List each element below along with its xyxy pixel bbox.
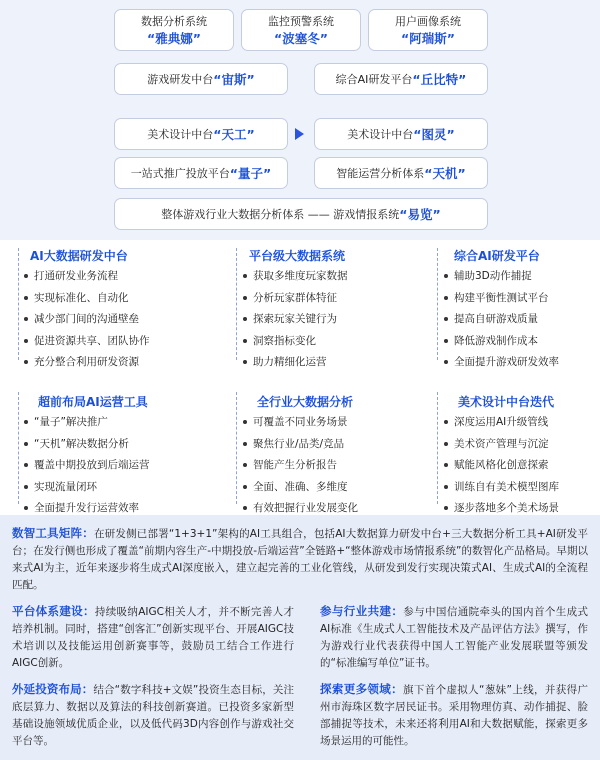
bullet-icon xyxy=(444,420,448,424)
box-label: 综合AI研发平台 xyxy=(335,73,413,86)
box-label: 监控预警系统 xyxy=(268,15,334,28)
list-item: 促进资源共享、团队协作 xyxy=(24,331,174,353)
box-yilan xyxy=(114,198,488,230)
list-item: 全面、准确、多维度 xyxy=(243,477,393,499)
list-item: 美术资产管理与沉淀 xyxy=(444,434,594,456)
platform-text: 持续吸纳AIGC相关人才，并不断完善人才培养机制。同时，搭建“创客汇”创新实现平台、开展AIGC技术培训以及技能运用创新赛事等，鼓励员工结合工作进行AIGC创新。 xyxy=(12,606,294,669)
box-name: “丘比特” xyxy=(412,72,467,87)
box-label: 游戏研发中台 xyxy=(147,73,214,86)
bullet-icon xyxy=(24,463,28,467)
list-item: 逐步落地多个美术场景 xyxy=(444,498,594,520)
bullet-icon xyxy=(444,485,448,489)
column-title: 全行业大数据分析 xyxy=(257,395,354,409)
bullet-icon xyxy=(243,442,247,446)
box-name: “阿瑞斯” xyxy=(401,31,455,46)
list-item: “量子”解决推广 xyxy=(24,412,174,434)
list-item: 打通研发业务流程 xyxy=(24,266,174,288)
box-label: 用户画像系统 xyxy=(395,15,461,28)
box-athena xyxy=(114,9,234,51)
bullet-icon xyxy=(243,274,247,278)
list-item: 充分整合利用研发资源 xyxy=(24,352,174,374)
bullet-icon xyxy=(444,506,448,510)
industry-text: 参与中国信通院牵头的国内首个生成式AI标准《生成式人工智能技术及产品评估方法》撰写，作为游戏行业代表获得中国人工智能产业发展联盟等颁发的“标准编写单位”证书。 xyxy=(320,606,589,669)
bullet-icon xyxy=(24,296,28,300)
box-zeus xyxy=(114,63,288,95)
bullet-icon xyxy=(243,360,247,364)
bullet-icon xyxy=(444,463,448,467)
invest-heading: 外延投资布局： xyxy=(12,682,94,696)
list-item: 赋能风格化创意探索 xyxy=(444,455,594,477)
list-item: 助力精细化运营 xyxy=(243,352,393,374)
box-name: “量子” xyxy=(229,166,272,181)
bullet-icon xyxy=(444,339,448,343)
bullet-icon xyxy=(24,506,28,510)
matrix-paragraph xyxy=(12,525,588,594)
invest-paragraph xyxy=(12,681,294,750)
list-item: 覆盖中期投放到后端运营 xyxy=(24,455,174,477)
list-item: 洞察指标变化 xyxy=(243,331,393,353)
divider-vertical xyxy=(437,392,438,504)
bullet-icon xyxy=(444,317,448,321)
box-name: “天机” xyxy=(424,166,466,181)
bullet-icon xyxy=(24,442,28,446)
list-item: 降低游戏制作成本 xyxy=(444,331,594,353)
list-item: 训练自有美术模型图库 xyxy=(444,477,594,499)
box-label: 美术设计中台 xyxy=(347,128,414,141)
list-item: 减少部门间的沟通壁垒 xyxy=(24,309,174,331)
divider-vertical xyxy=(18,248,19,360)
column-platform-bigdata xyxy=(243,246,393,374)
box-name: “宙斯” xyxy=(213,72,255,87)
feature-columns xyxy=(0,240,600,515)
invest-text: 结合“数字科技+文娱”投资生态目标，关注底层算力、数据以及算法的科技创新赛道。已投资多家新型基础设施领域优质企业，以及低代码3D内容创作与游戏社交平台等。 xyxy=(12,684,295,747)
column-title: 平台级大数据系统 xyxy=(249,249,346,263)
platform-heading: 平台体系建设： xyxy=(12,604,95,618)
list-item: 聚焦行业/品类/竞品 xyxy=(243,434,393,456)
divider-vertical xyxy=(236,392,237,504)
bullet-icon xyxy=(24,420,28,424)
column-ai-bigdata xyxy=(24,246,174,374)
list-item: 探索玩家关键行为 xyxy=(243,309,393,331)
divider-vertical xyxy=(18,392,19,504)
box-tiangong xyxy=(114,118,288,150)
list-item: 全面提升发行运营效率 xyxy=(24,498,174,520)
column-ai-rd xyxy=(444,246,594,374)
column-title: 美术设计中台迭代 xyxy=(458,395,555,409)
explore-paragraph xyxy=(320,681,588,750)
system-diagram xyxy=(0,0,600,238)
list-item: 可覆盖不同业务场景 xyxy=(243,412,393,434)
bullet-icon xyxy=(444,296,448,300)
box-label: 智能运营分析体系 xyxy=(336,167,425,180)
list-item: 全面提升游戏研发效率 xyxy=(444,352,594,374)
industry-paragraph xyxy=(320,603,588,672)
bullet-icon xyxy=(243,463,247,467)
bullet-icon xyxy=(24,360,28,364)
column-title: 超前布局AI运营工具 xyxy=(38,395,148,409)
list-item: “天机”解决数据分析 xyxy=(24,434,174,456)
box-ares xyxy=(368,9,488,51)
divider-vertical xyxy=(437,248,438,360)
column-industry-analysis xyxy=(243,392,393,520)
box-poseidon xyxy=(241,9,361,51)
box-label: 整体游戏行业大数据分析体系 —— 游戏情报系统 xyxy=(161,208,400,221)
bullet-icon xyxy=(243,296,247,300)
bullet-icon xyxy=(243,485,247,489)
list-item: 分析玩家群体特征 xyxy=(243,288,393,310)
box-name: “图灵” xyxy=(413,127,455,142)
box-name: “易览” xyxy=(399,207,441,222)
list-item: 有效把握行业发展变化 xyxy=(243,498,393,520)
list-item: 获取多维度玩家数据 xyxy=(243,266,393,288)
bullet-icon xyxy=(243,339,247,343)
list-item: 智能产生分析报告 xyxy=(243,455,393,477)
industry-heading: 参与行业共建： xyxy=(320,604,404,618)
list-item: 深度运用AI升级管线 xyxy=(444,412,594,434)
platform-paragraph xyxy=(12,603,294,672)
list-item: 实现流量闭环 xyxy=(24,477,174,499)
bullet-icon xyxy=(444,442,448,446)
column-title: 综合AI研发平台 xyxy=(454,249,540,263)
box-label: 数据分析系统 xyxy=(141,15,207,28)
divider-vertical xyxy=(236,248,237,360)
list-item: 辅助3D动作捕捉 xyxy=(444,266,594,288)
list-item: 实现标准化、自动化 xyxy=(24,288,174,310)
bullet-icon xyxy=(243,317,247,321)
box-name: “波塞冬” xyxy=(274,31,328,46)
bullet-icon xyxy=(444,360,448,364)
matrix-text: 在研发侧已部署“1+3+1”架构的AI工具组合，包括AI大数据算力研发中台+三大数据分析工具+AI研发平台；在发行侧也形成了覆盖“前期内容生产-中期投放-后端运营”全链路+“整体游戏市场情报系统”的数智化产品格局。早期以来式AI为主，近年来逐步将生成式AI深度嵌入，建立起完善的工业化管线，从研发到发行实现决策式AI、生成式AI的全流程匹配。 xyxy=(12,528,588,591)
box-quantum xyxy=(114,157,288,189)
column-title: AI大数据研发中台 xyxy=(30,249,128,263)
box-cupid xyxy=(314,63,488,95)
list-item: 提高自研游戏质量 xyxy=(444,309,594,331)
explore-text: 旗下首个虚拟人“葱妹”上线，并获得广州市海珠区数字居民证书。采用物理仿真、动作捕捉、脸部捕捉等技术，未来还将利用AI和大数据赋能，探索更多场景运用的可能性。 xyxy=(320,684,588,747)
arrow-right-icon xyxy=(295,128,304,140)
box-name: “天工” xyxy=(213,127,255,142)
box-label: 一站式推广投放平台 xyxy=(130,167,230,180)
bullet-icon xyxy=(243,420,247,424)
explore-heading: 探索更多领域： xyxy=(320,682,404,696)
bullet-icon xyxy=(24,317,28,321)
column-ai-ops-tools xyxy=(24,392,174,520)
bullet-icon xyxy=(24,339,28,343)
bullet-icon xyxy=(24,485,28,489)
matrix-heading: 数智工具矩阵： xyxy=(12,526,94,540)
box-label: 美术设计中台 xyxy=(147,128,214,141)
bullet-icon xyxy=(24,274,28,278)
list-item: 构建平衡性测试平台 xyxy=(444,288,594,310)
box-name: “雅典娜” xyxy=(147,31,201,46)
description-panel xyxy=(0,515,600,760)
bullet-icon xyxy=(444,274,448,278)
bullet-icon xyxy=(243,506,247,510)
box-turing xyxy=(314,118,488,150)
column-art-iteration xyxy=(444,392,594,520)
box-tianji xyxy=(314,157,488,189)
